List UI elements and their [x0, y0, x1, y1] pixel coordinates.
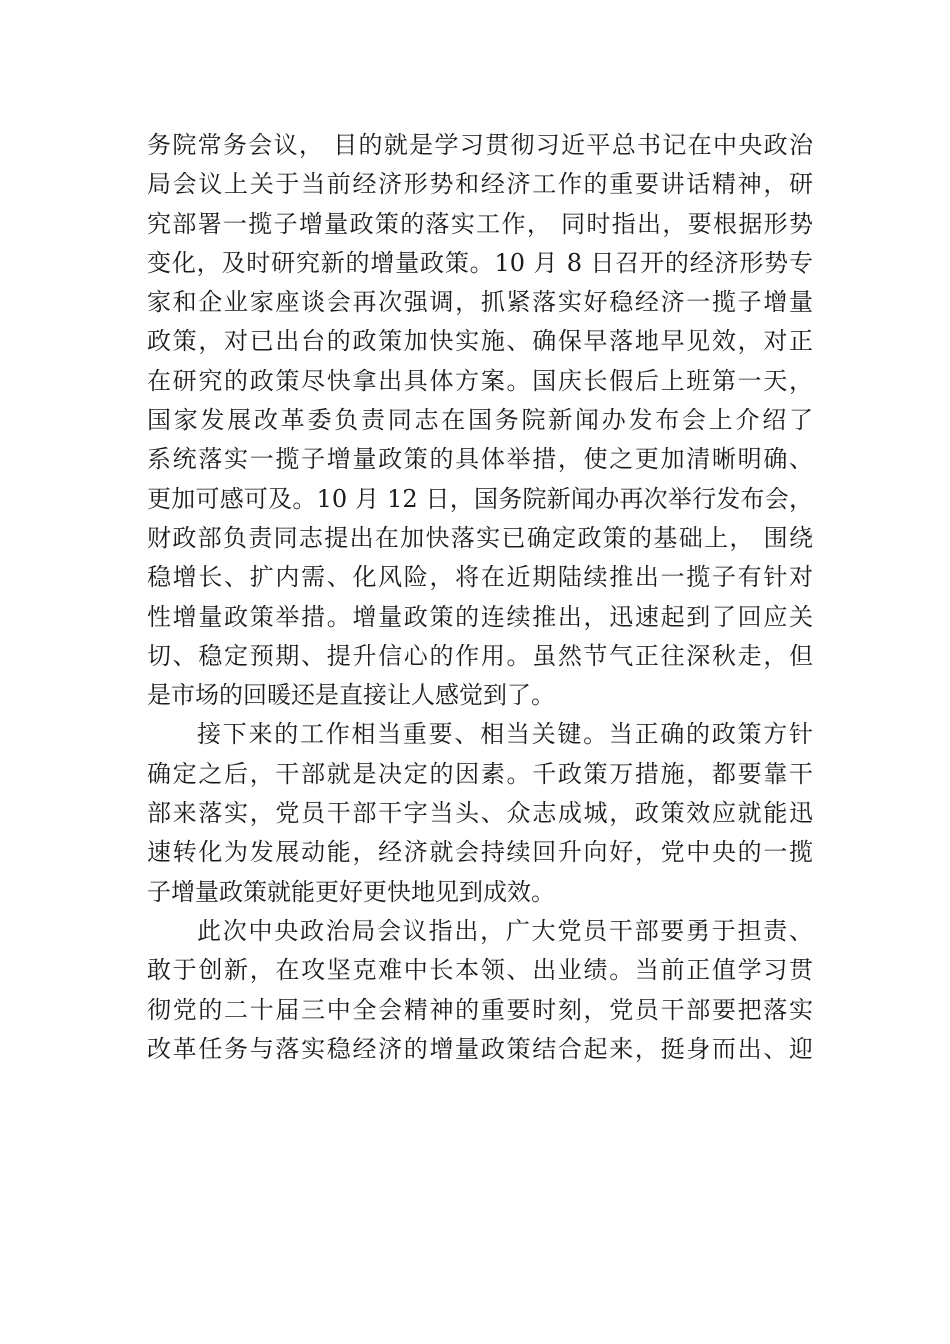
paragraph-3	[147, 912, 813, 1069]
text-line: 究部署一揽子增量政策的落实工作， 同时指出，要根据形势	[147, 209, 813, 238]
text-line: 在研究的政策尽快拿出具体方案。国庆长假后上班第一天，	[147, 366, 813, 395]
text-line: 系统落实一揽子增量政策的具体举措，使之更加清晰明确、	[147, 445, 813, 474]
text-line: 稳增长、扩内需、化风险，将在近期陆续推出一揽子有针对	[147, 563, 813, 592]
text-line: 更加可感可及。10 月 12 日，国务院新闻办再次举行发布会，	[147, 484, 813, 513]
text-line: 政策，对已出台的政策加快实施、确保早落地早见效，对正	[147, 327, 813, 356]
text-line: 敢于创新，在攻坚克难中长本领、出业绩。当前正值学习贯	[147, 956, 813, 985]
text-line: 确定之后，干部就是决定的因素。千政策万措施，都要靠干	[147, 759, 813, 788]
text-line: 部来落实，党员干部干字当头、众志成城，政策效应就能迅	[147, 799, 813, 828]
text-line: 务院常务会议， 目的就是学习贯彻习近平总书记在中央政治	[147, 131, 813, 159]
text-line: 切、稳定预期、提升信心的作用。虽然节气正往深秋走，但	[147, 641, 813, 670]
text-line: 性增量政策举措。增量政策的连续推出，迅速起到了回应关	[147, 602, 813, 631]
text-line: 是市场的回暖还是直接让人感觉到了。	[147, 681, 555, 710]
text-line: 此次中央政治局会议指出，广大党员干部要勇于担责、	[197, 916, 813, 945]
paragraph-2	[147, 715, 813, 911]
text-line: 速转化为发展动能，经济就会持续回升向好，党中央的一揽	[147, 838, 813, 867]
text-line: 家和企业家座谈会再次强调，抓紧落实好稳经济一揽子增量	[147, 288, 813, 317]
text-line: 子增量政策就能更好更快地见到成效。	[147, 877, 555, 906]
paragraph-1	[147, 126, 813, 715]
document-body	[147, 126, 813, 1069]
text-line: 局会议上关于当前经济形势和经济工作的重要讲话精神，研	[147, 170, 813, 199]
text-line: 改革任务与落实稳经济的增量政策结合起来，挺身而出、迎	[147, 1034, 813, 1063]
text-line: 接下来的工作相当重要、相当关键。当正确的政策方针	[197, 720, 813, 749]
text-line: 国家发展改革委负责同志在国务院新闻办发布会上介绍了	[147, 406, 813, 435]
text-line: 彻党的二十届三中全会精神的重要时刻，党员干部要把落实	[147, 995, 813, 1024]
text-line: 变化，及时研究新的增量政策。10 月 8 日召开的经济形势专	[147, 248, 813, 277]
text-line: 财政部负责同志提出在加快落实已确定政策的基础上， 围绕	[147, 523, 813, 552]
